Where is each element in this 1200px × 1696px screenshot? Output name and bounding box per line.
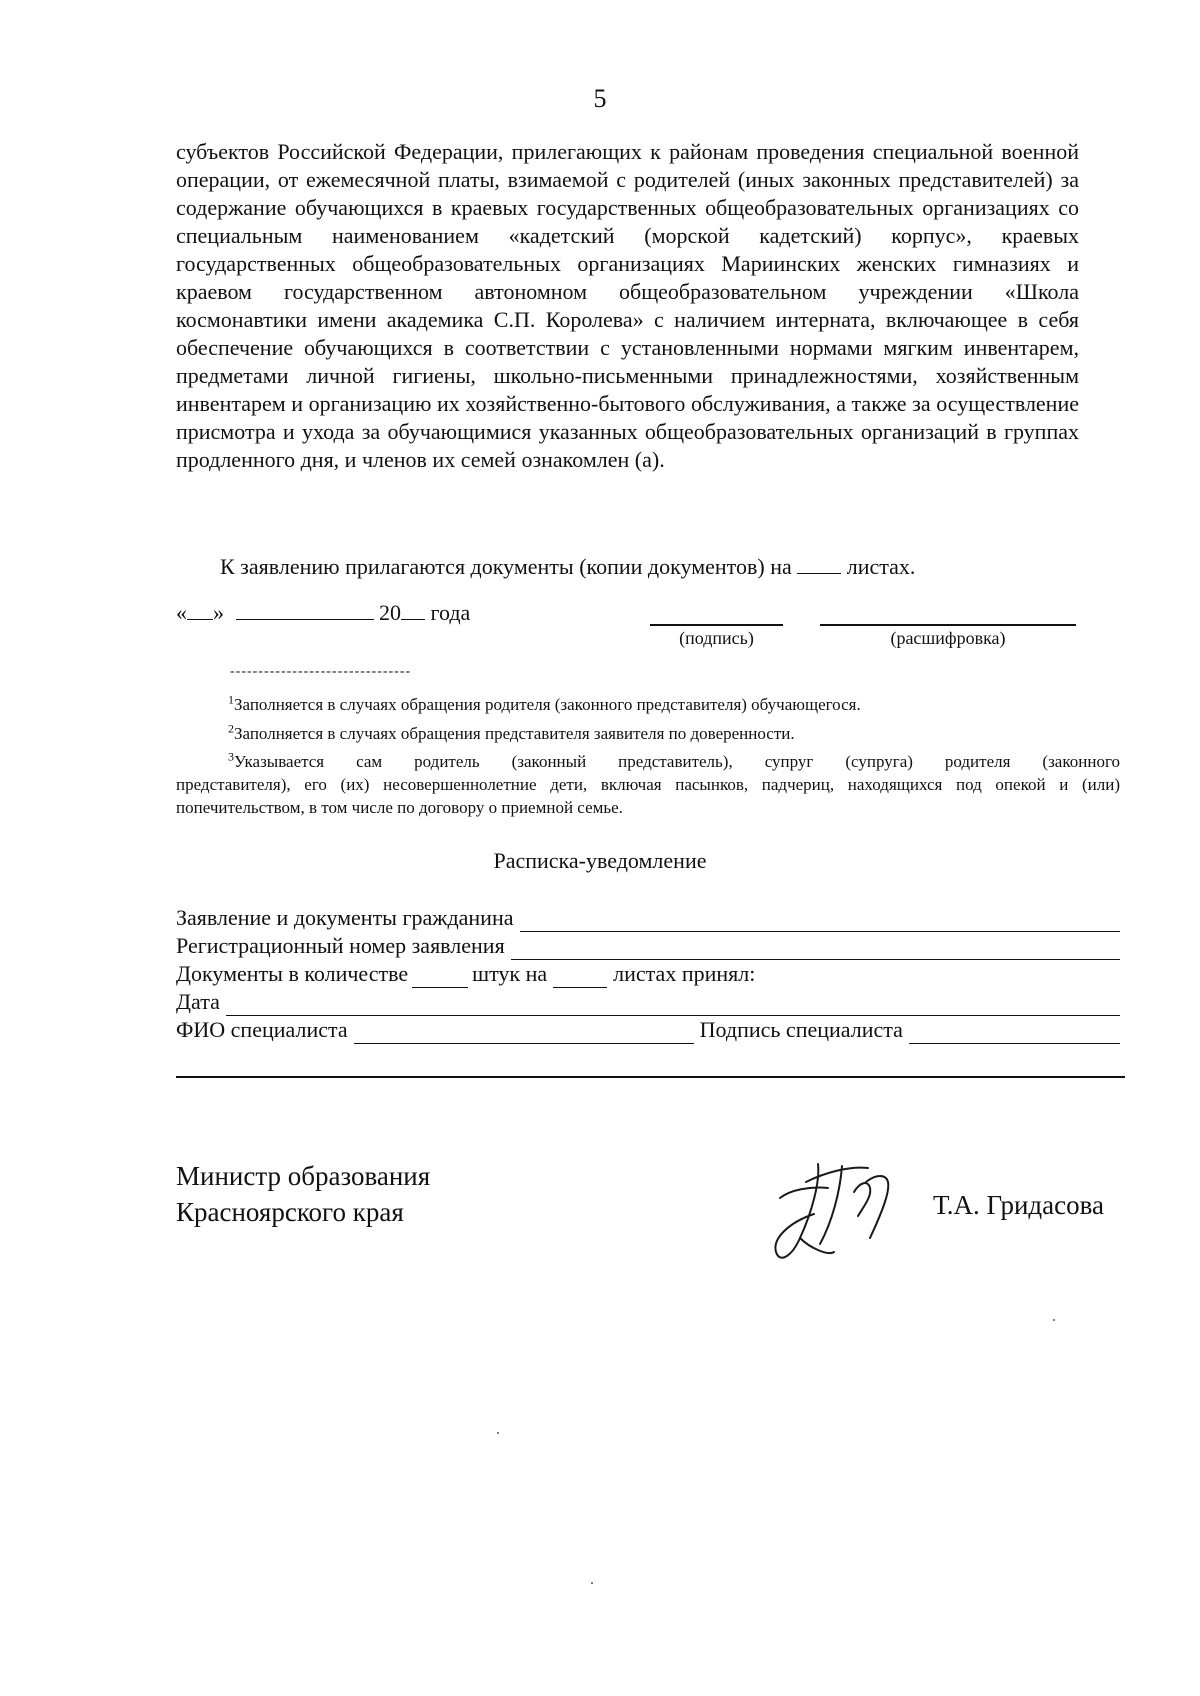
footnote-text-continued: представителя), его (их) несовершеннолетние дети, включая пасынков, падчериц, находящихся под опекой и (или) попечительством, в том числе по договору о приемной семье. [176,775,1120,817]
attachments-suffix: листах. [846,554,916,579]
count-end-label: листах принял: [613,961,756,986]
documents-label: Заявление и документы гражданина [176,905,514,930]
count-mid-label: штук на [472,961,548,986]
signature-caption: (подпись) [679,628,754,648]
specialist-signature-label: Подпись специалиста [699,1017,903,1042]
footnote-text: Заполняется в случаях обращения родителя (законного представителя) обучающегося. [234,695,861,714]
attachments-line [220,554,915,580]
attachments-text: К заявлению прилагаются документы (копии документов) на [220,554,792,579]
minister-name: Т.А. Гридасова [933,1190,1104,1220]
footnote-3 [176,750,1120,819]
receipt-date-field[interactable] [226,995,1120,1016]
footnote-text: Указывается сам родитель (законный представитель), супруг (супруга) родителя (законного [234,752,1120,771]
minister-title-line2: Красноярского края [176,1197,404,1227]
date-open-quote: « [176,600,187,625]
year-suffix: года [430,600,471,625]
documents-field[interactable] [520,911,1121,932]
signature-field[interactable] [650,624,783,626]
year-field[interactable] [401,618,425,620]
count-field[interactable] [412,967,468,988]
minister-title-line1: Министр образования [176,1161,431,1191]
date-label: Дата [176,989,220,1014]
receipt-date-row [176,988,1120,1016]
specialist-name-label: ФИО специалиста [176,1017,348,1042]
scan-speck [497,1432,499,1434]
receipt-documents-row [176,904,1120,932]
scan-speck [1053,1319,1055,1321]
receipt-regnumber-row [176,932,1120,960]
day-field[interactable] [187,618,213,620]
decoding-field[interactable] [820,624,1076,626]
specialist-signature-field[interactable] [909,1023,1120,1044]
sheets-count-field[interactable] [797,572,841,574]
month-field[interactable] [236,618,374,620]
footnote-1 [176,693,1120,716]
scan-speck [591,1582,593,1584]
receipt-title: Расписка-уведомление [493,848,707,873]
body-paragraph: субъектов Российской Федерации, прилегающих к районам проведения специальной военной операции, от ежемесячной платы, взимаемой с родителей (иных законных представителей) за содержание обучающихся в краевых государственных общеобразовательных организациях со специальным наименованием «кадетский (морской кадетский) корпус», краевых государственных общеобразовательных организациях Мариинских женских гимназиях и краевом государственном автономном общеобразовательном учреждении «Школа космонавтики имени академика С.П. Королева» с наличием интерната, включающее в себя обеспечение обучающихся в соответствии с установленными нормами мягким инвентарем, предметами личной гигиены, школьно-письменными принадлежностями, хозяйственным инвентарем и организацию их хозяйственно-бытового обслуживания, а также за осуществление присмотра и ухода за обучающимися указанных общеобразовательных организаций в группах продленного дня, и членов их семей ознакомлен (а). [176,139,1079,472]
footnote-text: Заполняется в случаях обращения представителя заявителя по доверенности. [234,724,795,743]
date-close-quote: » [213,600,224,625]
date-line [176,600,470,626]
receipt-bottom-rule [176,1076,1125,1078]
reg-number-field[interactable] [511,939,1120,960]
receipt-specialist-row [176,1016,1120,1044]
decoding-caption: (расшифровка) [890,628,1006,648]
receipt-count-row [176,960,1120,988]
footnote-marker: 1 [228,692,234,707]
footnote-2 [176,722,1120,745]
specialist-name-field[interactable] [354,1023,694,1044]
footnote-marker: 3 [228,749,234,764]
page-number: 5 [593,84,607,113]
footnote-marker: 2 [228,721,234,736]
sheets-field[interactable] [553,967,607,988]
count-label: Документы в количестве [176,961,409,986]
minister-title [176,1158,430,1230]
footnote-separator: -------------------------------- [230,664,412,679]
reg-number-label: Регистрационный номер заявления [176,933,505,958]
year-prefix: 20 [379,600,401,625]
handwritten-signature [770,1152,920,1267]
